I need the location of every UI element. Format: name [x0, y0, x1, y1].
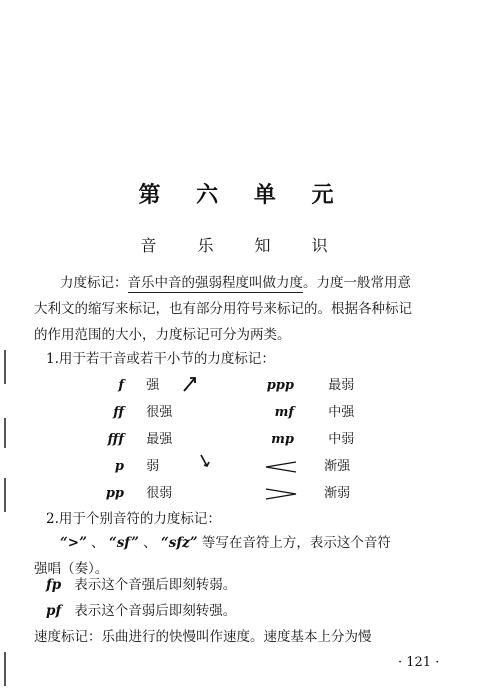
dynamic-symbol: mp: [271, 432, 294, 447]
dynamics-row: [258, 457, 350, 477]
intro-paragraph: [34, 270, 454, 348]
dynamic-meaning: 中强: [328, 405, 355, 420]
intro-definition-underlined: 音乐中音的强弱程度叫做力度: [127, 275, 303, 291]
sf-symbol: “sf”: [108, 535, 139, 551]
unit-title: 第 六 单 元: [138, 183, 348, 208]
accent-line-1: [34, 530, 454, 556]
dynamic-symbol: fff: [107, 432, 124, 447]
diminuendo-hairpin-icon: [264, 488, 298, 500]
dynamics-row: [90, 484, 172, 504]
pf-description: 表示这个音弱后即刻转强。: [74, 603, 237, 619]
dynamics-row: [258, 484, 350, 504]
intro-line-1: [34, 270, 454, 296]
dynamic-meaning: 很弱: [146, 486, 173, 501]
separator: 、: [91, 535, 105, 551]
dynamic-meaning: 很强: [146, 405, 173, 420]
dynamic-meaning: 渐强: [324, 459, 351, 474]
separator: 、: [143, 535, 157, 551]
dynamic-meaning: 渐弱: [324, 486, 351, 501]
dynamics-row: [90, 403, 172, 423]
tempo-line: 速度标记：乐曲进行的快慢叫作速度。速度基本上分为慢: [34, 629, 372, 645]
dynamic-symbol: mf: [274, 405, 294, 420]
dynamic-symbol: ppp: [266, 378, 294, 393]
dynamics-row: [258, 403, 354, 423]
dynamics-row: [90, 430, 172, 450]
fp-description: 表示这个音强后即刻转弱。: [74, 577, 237, 593]
dynamics-row: [90, 457, 159, 477]
fp-line: [46, 574, 236, 596]
dynamic-symbol: f: [118, 378, 124, 393]
pf-symbol: pf: [46, 603, 62, 619]
sfz-symbol: “sfz”: [160, 535, 198, 551]
dynamics-row: [258, 430, 354, 450]
intro-line-2: 大利文的缩写来标记，也有部分用符号来标记的。根据各种标记: [34, 301, 412, 317]
dynamic-symbol: p: [114, 459, 124, 474]
handwritten-arrow-icon: [196, 452, 214, 470]
list2-heading: 2.用于个别音符的力度标记：: [46, 511, 221, 527]
intro-line-3: 的作用范围的大小，力度标记可分为两类。: [34, 327, 291, 343]
dynamics-row: [90, 376, 159, 396]
pf-line: [46, 600, 236, 622]
list1-heading: 1.用于若干音或若干小节的力度标记：: [46, 351, 275, 367]
scan-margin-mark: [4, 652, 6, 686]
accent-line-rest: 等写在音符上方，表示这个音符: [201, 535, 391, 551]
intro-line-1-rest: 。力度一般常用意: [303, 275, 411, 291]
dynamics-row: [258, 376, 354, 396]
scan-margin-mark: [4, 478, 6, 512]
page-number: · 121 ·: [398, 655, 440, 670]
dynamic-meaning: 强: [146, 378, 160, 393]
dynamic-meaning: 中弱: [328, 432, 355, 447]
dynamic-meaning: 最强: [146, 432, 173, 447]
accent-line-2: 强唱（奏）。: [34, 561, 109, 577]
dynamic-symbol: pp: [105, 486, 124, 501]
dynamic-meaning: 最弱: [328, 378, 355, 393]
fp-symbol: fp: [46, 577, 62, 593]
accent-mark-symbol: “>”: [60, 535, 87, 551]
intro-label: 力度标记：: [60, 275, 128, 291]
scan-margin-mark: [4, 350, 6, 384]
crescendo-hairpin-icon: [264, 461, 298, 473]
handwritten-arrow-icon: [180, 374, 200, 394]
scan-margin-mark: [4, 418, 6, 448]
dynamic-meaning: 弱: [146, 459, 160, 474]
dynamic-symbol: ff: [113, 405, 124, 420]
section-title: 音 乐 知 识: [140, 236, 346, 255]
